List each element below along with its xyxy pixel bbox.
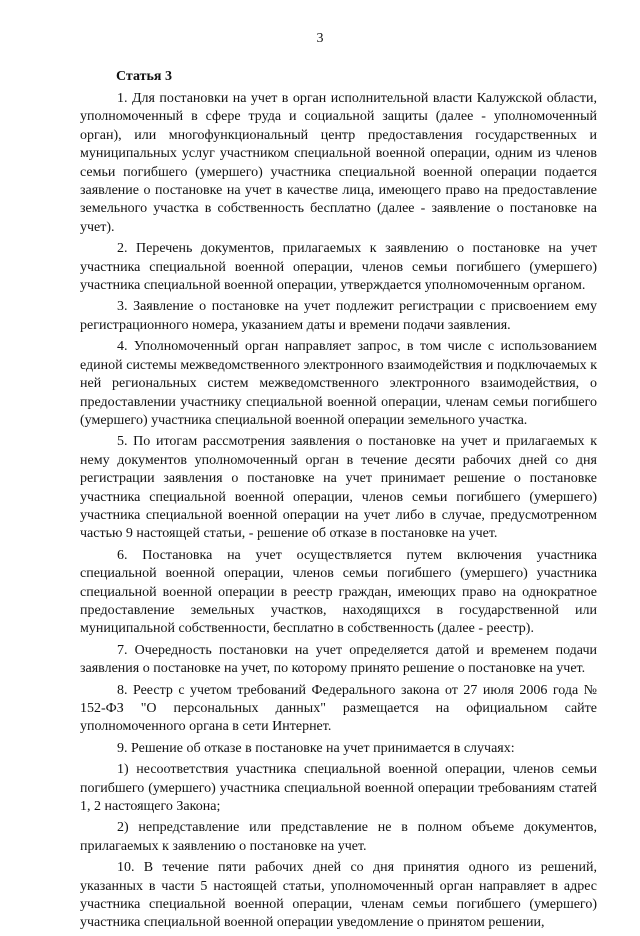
paragraph: 3. Заявление о постановке на учет подлежит регистрации с присвоением ему регистрационного номера, указанием даты и времени подачи заявления.	[80, 299, 597, 333]
paragraph: 10. В течение пяти рабочих дней со дня принятия одного из решений, указанных в части 5 настоящей статьи, уполномоченный орган направляет в адрес участника специальной военной операции, членам семьи погибшего (умершего) участника специальной военной операции уведомление о принятом решении,	[80, 860, 597, 931]
paragraph: 7. Очередность постановки на учет определяется датой и временем подачи заявления о постановке на учет, по которому принято решение о постановке на учет.	[80, 642, 597, 677]
paragraph: 8. Реестр с учетом требований Федерального закона от 27 июля 2006 года № 152-ФЗ "О персональных данных" размещается на официальном сайте уполномоченного органа в сети Интернет.	[80, 682, 597, 735]
paragraph: 1. Для постановки на учет в орган исполнительной власти Калужской области, уполномоченный в сфере труда и социальной защиты (далее - уполномоченный орган), или многофункциональный центр предоставления государственных и муниципальных услуг участником специальной военной операции, одним из членов семьи погибшего (умершего) участника специальной военной операции подается заявление о постановке на учет в качестве лица, имеющего право на предоставление земельного участка в собственность бесплатно (далее - заявление о постановке на учет).	[80, 91, 597, 235]
paragraph: 5. По итогам рассмотрения заявления о постановке на учет и прилагаемых к нему документов уполномоченный орган в течение десяти рабочих дней со дня регистрации заявления о постановке на учет принимает решение о постановке участника специальной военной операции, членов семьи погибшего (умершего) участника специальной военной операции на учет либо в случае, предусмотренном частью 9 настоящей статьи, - решение об отказе в постановке на учет.	[80, 434, 597, 542]
paragraph: 9. Решение об отказе в постановке на учет принимается в случаях:	[117, 740, 515, 756]
page-number: 3	[316, 31, 324, 46]
paragraph: 2) непредставление или представление не в полном объеме документов, прилагаемых к заявлению о постановке на учет.	[80, 820, 597, 854]
article-body	[80, 90, 597, 936]
article-heading: Статья 3	[116, 69, 172, 84]
paragraph: 1) несоответствия участника специальной военной операции, членов семьи погибшего (умершего) участника специальной военной операции требованиям статей 1, 2 настоящего Закона;	[80, 762, 597, 815]
paragraph: 6. Постановка на учет осуществляется путем включения участника специальной военной операции, членов семьи погибшего (умершего) участника специальной военной операции в реестр граждан, имеющих право на однократное предоставление земельных участков, находящихся в государственной или муниципальной собственности, бесплатно в собственность (далее - реестр).	[80, 547, 597, 637]
paragraph: 2. Перечень документов, прилагаемых к заявлению о постановке на учет участника специальной военной операции, членов семьи погибшего (умершего) участника специальной военной операции, утверждается уполномоченным органом.	[80, 241, 597, 294]
paragraph: 4. Уполномоченный орган направляет запрос, в том числе с использованием единой системы межведомственного электронного взаимодействия и подключаемых к ней региональных систем межведомственного электронного взаимодействия, о предоставлении участнику специальной военной операции, членам семьи погибшего (умершего) участника специальной военной операции земельного участка.	[80, 339, 597, 428]
